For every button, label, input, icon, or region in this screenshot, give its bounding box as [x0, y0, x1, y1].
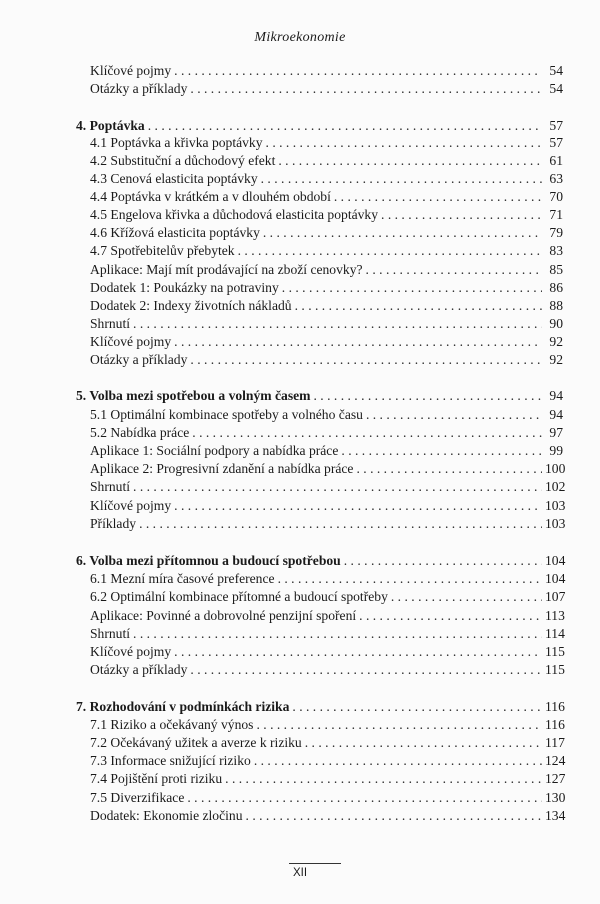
toc-entry-page: 70 [549, 189, 563, 204]
dot-leader [187, 789, 542, 807]
dot-leader [192, 424, 542, 442]
toc-entry-page: 104 [545, 571, 566, 586]
toc-entry [90, 625, 563, 643]
dot-leader [225, 770, 542, 788]
toc-entry-title: 4.3 Cenová elasticita poptávky [90, 171, 258, 186]
dot-leader [366, 261, 542, 279]
toc-entry [90, 442, 563, 460]
toc-entry-title: Příklady [90, 516, 137, 531]
toc-entry [90, 351, 563, 369]
toc-entry-page: 99 [549, 443, 563, 458]
toc-entry-page: 71 [549, 207, 563, 222]
toc-entry-title: 4.6 Křížová elasticita poptávky [90, 225, 260, 240]
toc-entry-title: Aplikace: Povinné a dobrovolné penzijní spoření [90, 608, 357, 623]
toc-entry-title: 7.5 Diverzifikace [90, 790, 185, 805]
toc-entry [90, 261, 563, 279]
toc-entry [90, 279, 563, 297]
toc-entry-title: 4.5 Engelova křivka a důchodová elasticita poptávky [90, 207, 379, 222]
dot-leader [278, 570, 542, 588]
toc-entry-title: Aplikace 2: Progresivní zdanění a nabídka práce [90, 461, 354, 476]
toc-entry-page: 134 [545, 808, 566, 823]
toc-entry [90, 478, 566, 496]
toc-entry-page: 115 [545, 662, 565, 677]
toc-entry-page: 90 [549, 316, 563, 331]
toc-entry [90, 297, 563, 315]
dot-leader [190, 80, 542, 98]
toc-entry-page: 103 [545, 498, 566, 513]
toc-chapter-entry [76, 698, 563, 716]
toc-entry-title: 7.4 Pojištění proti riziku [90, 771, 223, 786]
toc-entry [90, 315, 563, 333]
toc-entry-title: 7.1 Riziko a očekávaný výnos [90, 717, 254, 732]
toc-entry-page: 92 [549, 334, 563, 349]
toc-entry [90, 170, 563, 188]
toc-entry [90, 152, 563, 170]
toc-entry-title: 4.7 Spotřebitelův přebytek [90, 243, 235, 258]
page-folio: XII [292, 867, 308, 879]
toc-entry-title: Dodatek 2: Indexy životních nákladů [90, 298, 292, 313]
dot-leader [314, 387, 543, 405]
toc-entry-title: 6. Volba mezi přítomnou a budoucí spotřebou [76, 553, 341, 568]
toc-entry [90, 134, 563, 152]
toc-entry [90, 643, 563, 661]
toc-entry-page: 86 [549, 280, 563, 295]
toc-entry-page: 124 [545, 753, 566, 768]
toc-entry [90, 460, 566, 478]
toc-entry [90, 333, 563, 351]
toc-entry-page: 115 [545, 644, 565, 659]
toc-entry-title: Shrnutí [90, 479, 131, 494]
toc-entry [90, 424, 563, 442]
dot-leader [139, 515, 542, 533]
toc-entry [90, 770, 566, 788]
toc-entry-page: 94 [549, 388, 563, 403]
toc-entry-title: 5.2 Nabídka práce [90, 425, 190, 440]
toc-entry-page: 100 [545, 461, 566, 476]
dot-leader [174, 643, 542, 661]
dot-leader [344, 552, 542, 570]
toc-entry-title: Klíčové pojmy [90, 498, 172, 513]
dot-leader [282, 279, 542, 297]
toc-entry-page: 116 [545, 717, 565, 732]
dot-leader [356, 460, 542, 478]
toc-entry-title: 5. Volba mezi spotřebou a volným časem [76, 388, 311, 403]
toc-entry-title: Aplikace 1: Sociální podpory a nabídka práce [90, 443, 339, 458]
toc-entry-title: 7.2 Očekávaný užitek a averze k riziku [90, 735, 302, 750]
toc-entry [90, 224, 563, 242]
toc-entry-page: 57 [549, 118, 563, 133]
toc-entry-page: 102 [545, 479, 566, 494]
dot-leader [391, 588, 542, 606]
running-head: Mikroekonomie [254, 30, 346, 45]
dot-leader [174, 333, 542, 351]
toc-entry-page: 61 [549, 153, 563, 168]
dot-leader [238, 242, 542, 260]
toc-entry-page: 114 [545, 626, 565, 641]
toc-chapter-entry [76, 117, 563, 135]
dot-leader [133, 315, 542, 333]
dot-leader [148, 117, 542, 135]
toc-entry-page: 127 [545, 771, 566, 786]
dot-leader [254, 752, 542, 770]
dot-leader [366, 406, 542, 424]
dot-leader [174, 497, 542, 515]
toc-entry [90, 515, 566, 533]
dot-leader [341, 442, 542, 460]
toc-entry-page: 94 [549, 407, 563, 422]
toc-entry-page: 113 [545, 608, 565, 623]
dot-leader [381, 206, 542, 224]
toc-entry-page: 103 [545, 516, 566, 531]
dot-leader [133, 625, 542, 643]
dot-leader [334, 188, 542, 206]
toc-entry [90, 789, 566, 807]
toc-entry-title: Klíčové pojmy [90, 334, 172, 349]
footer-rule [289, 863, 341, 864]
toc-entry [90, 588, 566, 606]
toc-entry [90, 406, 563, 424]
toc-entry-title: 7. Rozhodování v podmínkách rizika [76, 699, 290, 714]
toc-entry-title: Dodatek: Ekonomie zločinu [90, 808, 243, 823]
toc-entry-page: 54 [549, 81, 563, 96]
toc-entry-page: 79 [549, 225, 563, 240]
dot-leader [266, 134, 542, 152]
toc-entry [90, 734, 563, 752]
toc-entry-title: 6.1 Mezní míra časové preference [90, 571, 275, 586]
toc-entry-title: Aplikace: Mají mít prodávající na zboží cenovky? [90, 262, 363, 277]
dot-leader [190, 351, 542, 369]
toc-entry [90, 62, 563, 80]
toc-entry [90, 188, 563, 206]
toc-entry-title: Shrnutí [90, 316, 131, 331]
dot-leader [359, 607, 542, 625]
toc-entry-page: 54 [549, 63, 563, 78]
toc-entry [90, 206, 563, 224]
toc-entry [90, 497, 566, 515]
toc-entry-title: 4.2 Substituční a důchodový efekt [90, 153, 276, 168]
toc-entry-page: 104 [545, 553, 566, 568]
toc-entry-page: 85 [549, 262, 563, 277]
toc-entry-page: 130 [545, 790, 566, 805]
toc-entry [90, 716, 563, 734]
toc-entry [90, 607, 563, 625]
toc-entry-title: 5.1 Optimální kombinace spotřeby a volného času [90, 407, 363, 422]
toc-entry-page: 92 [549, 352, 563, 367]
dot-leader [263, 224, 542, 242]
toc-entry-page: 117 [545, 735, 565, 750]
toc-entry [90, 570, 566, 588]
dot-leader [174, 62, 542, 80]
toc-entry-title: 7.3 Informace snižující riziko [90, 753, 251, 768]
toc-entry-page: 63 [549, 171, 563, 186]
dot-leader [190, 661, 542, 679]
dot-leader [278, 152, 542, 170]
toc-entry [90, 661, 563, 679]
toc-entry-page: 83 [549, 243, 563, 258]
toc-entry-page: 116 [545, 699, 565, 714]
toc-entry-title: 4.4 Poptávka v krátkém a v dlouhém období [90, 189, 331, 204]
dot-leader [256, 716, 542, 734]
toc-entry [90, 242, 563, 260]
toc-entry-page: 107 [545, 589, 566, 604]
toc-entry-title: Otázky a příklady [90, 352, 188, 367]
toc-chapter-entry [76, 552, 566, 570]
toc-entry-title: 4. Poptávka [76, 118, 145, 133]
toc-entry-page: 88 [549, 298, 563, 313]
toc-entry-page: 57 [549, 135, 563, 150]
toc-entry-title: 6.2 Optimální kombinace přítomné a budoucí spotřeby [90, 589, 388, 604]
toc-chapter-entry [76, 387, 563, 405]
toc-entry-title: Klíčové pojmy [90, 63, 172, 78]
dot-leader [305, 734, 542, 752]
toc-entry-title: Dodatek 1: Poukázky na potraviny [90, 280, 279, 295]
toc-entry-title: Shrnutí [90, 626, 131, 641]
toc-entry-page: 97 [549, 425, 563, 440]
dot-leader [261, 170, 542, 188]
toc-entry-title: 4.1 Poptávka a křivka poptávky [90, 135, 263, 150]
toc-entry [90, 752, 566, 770]
toc-entry [90, 807, 566, 825]
dot-leader [295, 297, 542, 315]
toc-entry-title: Klíčové pojmy [90, 644, 172, 659]
dot-leader [133, 478, 542, 496]
toc-entry-title: Otázky a příklady [90, 81, 188, 96]
toc-entry [90, 80, 563, 98]
dot-leader [246, 807, 542, 825]
toc-entry-title: Otázky a příklady [90, 662, 188, 677]
dot-leader [292, 698, 542, 716]
